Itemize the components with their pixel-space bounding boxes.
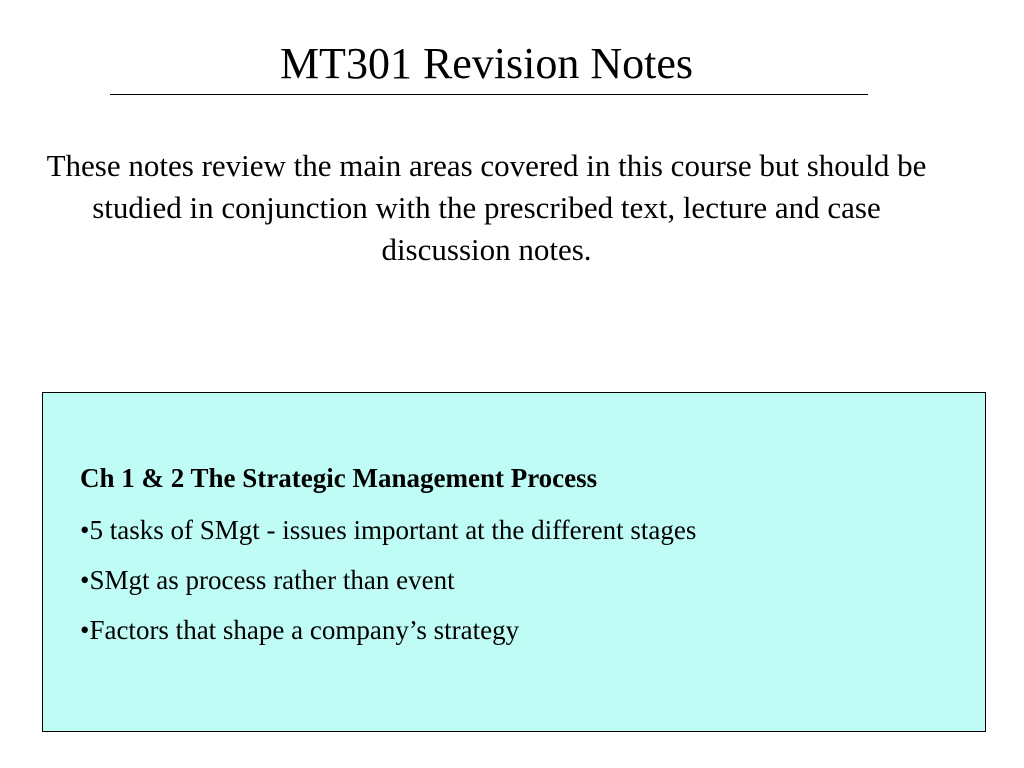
topic-list xyxy=(80,512,696,662)
topic-bullet: •SMgt as process rather than event xyxy=(80,565,455,595)
topic-box xyxy=(42,392,986,732)
intro-text: These notes review the main areas covered in this course but should be studied in conjunction with the prescribed text, lecture and case discussion notes. xyxy=(46,148,927,267)
slide-title: MT301 Revision Notes xyxy=(279,39,694,88)
title-divider xyxy=(110,94,868,95)
topic-bullet: •5 tasks of SMgt - issues important at the different stages xyxy=(80,515,697,545)
topic-bullet: •Factors that shape a company’s strategy xyxy=(80,615,520,645)
topic-heading: Ch 1 & 2 The Strategic Management Process xyxy=(80,463,598,493)
